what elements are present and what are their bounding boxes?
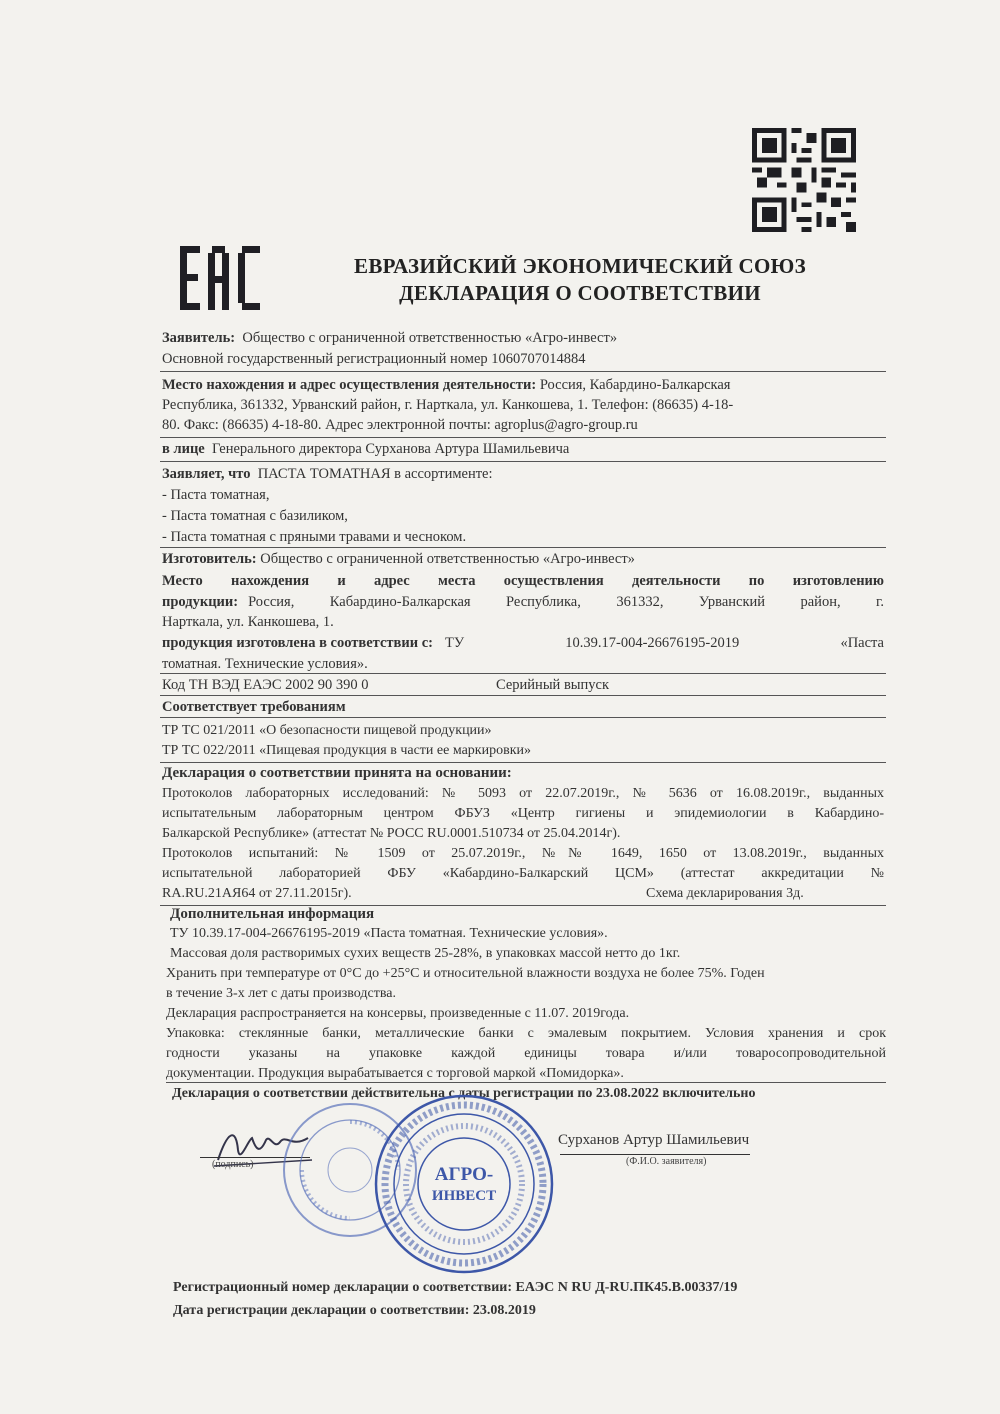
divider (160, 695, 886, 696)
serial-release: Серийный выпуск (496, 677, 610, 693)
manufacturer-place-line-3: Нарткала, ул. Канкошева, 1. (162, 614, 334, 630)
basis-line: RA.RU.21АЯ64 от 27.11.2015г). (162, 886, 352, 901)
tn-ved-line (162, 675, 884, 695)
eac-logo-icon (178, 244, 262, 312)
additional-line: ТУ 10.39.17-004-26676195-2019 «Паста томатная. Технические условия». (170, 926, 608, 941)
seal-company-text-2: ИНВЕСТ (431, 1188, 497, 1204)
made-according-line-2: томатная. Технические условия». (162, 656, 368, 672)
rep-label: в лице (162, 441, 205, 457)
requirement-item: ТР ТС 022/2011 «Пищевая продукция в части ее маркировки» (162, 743, 532, 758)
divider (166, 1082, 886, 1083)
additional-line: Упаковка: стеклянные банки, металлические банки с эмалевым покрытием. Условия хранения и срок (166, 1026, 886, 1041)
divider (160, 437, 886, 438)
applicant-name: Общество с ограниченной ответственностью «Агро-инвест» (242, 330, 618, 346)
basis-line-last (162, 884, 884, 904)
divider (160, 461, 886, 462)
applicant-address-line-3: 80. Факс: (86635) 4-18-80. Адрес электронной почты: agroplus@agro-group.ru (162, 417, 638, 433)
applicant-ogrn: Основной государственный регистрационный номер 1060707014884 (162, 351, 586, 367)
declaration-scheme: Схема декларирования 3д. (646, 886, 804, 901)
divider (160, 547, 886, 548)
company-seal-icon (372, 1092, 556, 1276)
union-title: ЕВРАЗИЙСКИЙ ЭКОНОМИЧЕСКИЙ СОЮЗ (354, 254, 806, 278)
declared-product: ПАСТА ТОМАТНАЯ в ассортименте: (257, 466, 493, 482)
additional-line: Массовая доля растворимых сухих веществ 25-28%, в упаковках массой нетто до 1кг. (170, 946, 681, 961)
manufacturer-label: Изготовитель: (162, 551, 257, 567)
registration-number: Регистрационный номер декларации о соответствии: ЕАЭС N RU Д-RU.ПК45.В.00337/19 (173, 1280, 738, 1295)
applicant-line (162, 328, 884, 348)
qr-code-icon (752, 128, 856, 232)
manufacturer-line (162, 549, 884, 569)
divider (160, 371, 886, 372)
additional-line: Хранить при температуре от 0°С до +25°С и относительной влажности воздуха не более 75%. Годен (166, 966, 765, 981)
basis-line: испытательным лабораторным центром ФБУЗ «Центр гигиены и эпидемиологии в Кабардино- (162, 806, 884, 821)
divider (160, 673, 886, 674)
additional-line: документации. Продукция вырабатывается с торговой маркой «Помидорка». (166, 1066, 624, 1081)
product-item: - Паста томатная, (162, 487, 270, 503)
signature-caption: (подпись) (212, 1159, 254, 1170)
made-according-line (162, 633, 884, 653)
document-title: ДЕКЛАРАЦИЯ О СООТВЕТСТВИИ (399, 281, 761, 305)
place-label-2: продукции: (162, 594, 239, 610)
basis-line: Протоколов лабораторных исследований: № 5093 от 22.07.2019г., № 5636 от 16.08.2019г., выданных (162, 786, 884, 801)
applicant-label: Заявитель: (162, 330, 236, 346)
made-text-1: ТУ 10.39.17-004-26676195-2019 «Паста (444, 635, 884, 651)
manufacturer-name: Общество с ограниченной ответственностью «Агро-инвест» (260, 551, 635, 567)
divider (160, 717, 886, 718)
manufacturer-place-line-2 (162, 592, 884, 612)
basis-label: Декларация о соответствии принята на основании: (162, 765, 512, 781)
requirement-item: ТР ТС 021/2011 «О безопасности пищевой продукции» (162, 723, 492, 738)
basis-line: испытательной лабораторией ФБУ «Кабардино-Балкарский ЦСМ» (аттестат аккредитации № (162, 866, 884, 881)
representative-line (162, 439, 884, 459)
additional-line: Декларация распространяется на консервы, произведенные с 11.07. 2019года. (166, 1006, 630, 1021)
validity-text: Декларация о соответствии действительна с даты регистрации по 23.08.2022 включительно (172, 1086, 756, 1101)
requirements-label: Соответствует требованиям (162, 699, 346, 715)
seal-company-text: АГРО- (434, 1164, 494, 1185)
additional-label: Дополнительная информация (170, 906, 375, 922)
applicant-address-line-1 (162, 375, 884, 395)
made-label: продукция изготовлена в соответствии с: (162, 635, 433, 651)
signer-name: Сурханов Артур Шамильевич (558, 1132, 750, 1148)
product-item: - Паста томатная с пряными травами и чесноком. (162, 529, 467, 545)
address-label: Место нахождения и адрес осуществления деятельности: (162, 377, 537, 393)
basis-line: Балкарской Республике» (аттестат № РОСС RU.0001.510734 от 25.04.2014г). (162, 826, 621, 841)
declares-line (162, 464, 884, 484)
signer-line (560, 1154, 750, 1155)
declares-label: Заявляет, что (162, 466, 251, 482)
basis-line: Протоколов испытаний: № 1509 от 25.07.2019г., №№ 1649, 1650 от 13.08.2019г., выданных (162, 846, 884, 861)
product-item: - Паста томатная с базиликом, (162, 508, 348, 524)
manufacturer-place-label: Место нахождения и адрес места осуществления деятельности по изготовлению (162, 573, 884, 589)
place-text-2: Россия, Кабардино-Балкарская Республика, 361332, Урванский район, г. (248, 594, 884, 610)
additional-line: годности указаны на упаковке каждой единицы товара и/или товаросопроводительной (166, 1046, 886, 1061)
registration-date: Дата регистрации декларации о соответствии: 23.08.2019 (173, 1303, 536, 1318)
applicant-address-line-2: Республика, 361332, Урванский район, г. Нарткала, ул. Канкошева, 1. Телефон: (86635) 4-18- (162, 397, 734, 413)
tn-ved-code: Код ТН ВЭД ЕАЭС 2002 90 390 0 (162, 677, 369, 693)
additional-line: в течение 3-х лет с даты производства. (166, 986, 396, 1001)
fio-caption: (Ф.И.О. заявителя) (626, 1156, 707, 1167)
address-text-1: Россия, Кабардино-Балкарская (539, 377, 731, 393)
rep-name: Генерального директора Сурханова Артура Шамильевича (212, 441, 570, 457)
